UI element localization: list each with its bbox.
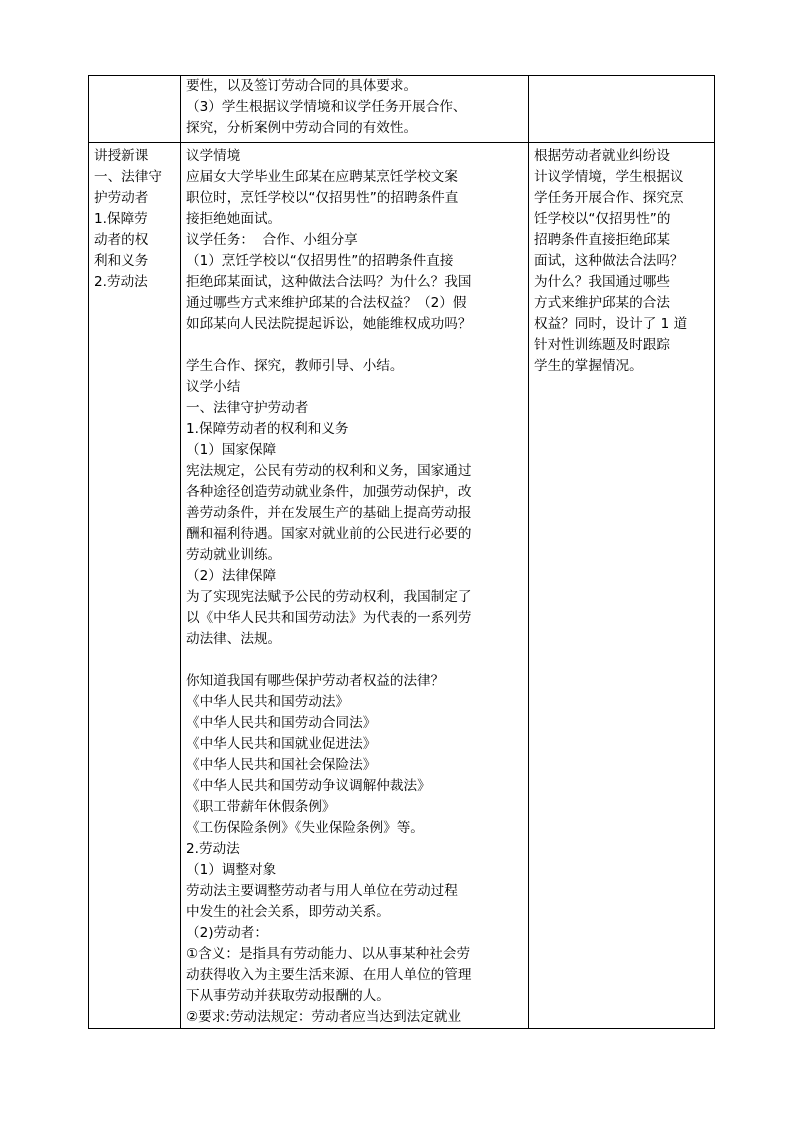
content-line: （1）调整对象 (186, 862, 277, 878)
content-line: 《中华人民共和国劳动争议调解仲裁法》 (186, 778, 431, 794)
content-line: （1）国家保障 (186, 442, 277, 458)
content-line: 以《中华人民共和国劳动法》为代表的一系列劳 (186, 610, 472, 626)
design-note-line: 面试，这种做法合法吗？ (534, 253, 684, 269)
cell-top-center (181, 76, 529, 143)
content-line: 《中华人民共和国劳动合同法》 (186, 715, 377, 731)
design-note-line: 针对性训练题及时跟踪 (534, 337, 670, 353)
section-label-line: 动者的权 (94, 232, 149, 248)
content-line: ①含义：是指具有劳动能力、以从事某种社会劳 (186, 946, 471, 962)
content-line: 动法律、法规。 (186, 631, 282, 647)
content-line: 应届女大学毕业生邱某在应聘某烹饪学校文案 (186, 169, 458, 185)
table-row-main (89, 143, 715, 1029)
content-line: 善劳动条件，并在发展生产的基础上提高劳动报 (186, 505, 472, 521)
cell-section-labels (89, 143, 181, 1029)
content-line: 职位时，烹饪学校以“仅招男性”的招聘条件直 (186, 190, 459, 206)
content-line: （2）法律保障 (186, 568, 277, 584)
content-line: ②要求:劳动法规定：劳动者应当达到法定就业 (186, 1009, 462, 1025)
content-line: 议学情境 (186, 148, 241, 164)
content-line: 你知道我国有哪些保护劳动者权益的法律？ (186, 673, 445, 689)
design-note-line: 为什么？我国通过哪些 (534, 274, 670, 290)
content-line (186, 335, 523, 356)
top-center-line: 要性，以及签订劳动合同的具体要求。 (186, 78, 418, 94)
content-line: （2)劳动者： (186, 925, 268, 941)
content-line: 中发生的社会关系，即劳动关系。 (186, 904, 390, 920)
section-label-line: 讲授新课 (94, 148, 149, 164)
design-note-line: 权益？同时，设计了 1 道 (534, 316, 688, 332)
top-center-line: 探究，分析案例中劳动合同的有效性。 (186, 120, 418, 136)
design-note-line: 根据劳动者就业纠纷设 (534, 148, 670, 164)
design-note-line: 计议学情境，学生根据议 (534, 169, 684, 185)
content-line: 《中华人民共和国就业促进法》 (186, 736, 377, 752)
section-label-line: 1.保障劳 (94, 211, 148, 227)
content-line: 《中华人民共和国劳动法》 (186, 694, 350, 710)
content-line: 各种途径创造劳动就业条件，加强劳动保护，改 (186, 484, 472, 500)
content-line: 宪法规定，公民有劳动的权利和义务，国家通过 (186, 463, 472, 479)
table-row-top (89, 76, 715, 143)
content-line: 《中华人民共和国社会保险法》 (186, 757, 377, 773)
content-line: 下从事劳动并获取劳动报酬的人。 (186, 988, 390, 1004)
content-line: 通过哪些方式来维护邱某的合法权益？（2）假 (186, 295, 467, 311)
content-line: 《职工带薪年休假条例》 (186, 799, 336, 815)
section-label-line: 护劳动者 (94, 190, 149, 206)
content-line (186, 650, 523, 671)
content-line: 接拒绝她面试。 (186, 211, 282, 227)
content-line: 劳动法主要调整劳动者与用人单位在劳动过程 (186, 883, 458, 899)
content-line: 1.保障劳动者的权利和义务 (186, 421, 349, 437)
design-note-line: 招聘条件直接拒绝邱某 (534, 232, 670, 248)
section-label-line: 2.劳动法 (94, 274, 148, 290)
design-note-line: 学任务开展合作、探究烹 (534, 190, 684, 206)
section-label-line: 利和义务 (94, 253, 149, 269)
content-line: 《工伤保险条例》《失业保险条例》等。 (186, 820, 424, 836)
cell-top-right (529, 76, 715, 143)
lesson-plan-table (88, 75, 715, 1029)
design-note-line: 学生的掌握情况。 (534, 358, 643, 374)
content-line: 劳动就业训练。 (186, 547, 282, 563)
content-line: 为了实现宪法赋予公民的劳动权利，我国制定了 (186, 589, 472, 605)
content-line: 酬和福利待遇。国家对就业前的公民进行必要的 (186, 526, 472, 542)
cell-top-left (89, 76, 181, 143)
content-line: 动获得收入为主要生活来源、在用人单位的管理 (186, 967, 472, 983)
content-line: 议学小结 (186, 379, 241, 395)
content-line: 2.劳动法 (186, 841, 240, 857)
content-line: 学生合作、探究，教师引导、小结。 (186, 358, 404, 374)
cell-teaching-content (181, 143, 529, 1029)
content-line: 拒绝邱某面试，这种做法合法吗？为什么？我国 (186, 274, 472, 290)
section-label-line: 一、法律守 (94, 169, 162, 185)
content-line: 一、法律守护劳动者 (186, 400, 309, 416)
design-note-line: 饪学校以“仅招男性”的 (534, 211, 671, 227)
content-line: 议学任务： 合作、小组分享 (186, 232, 358, 248)
content-line: 如邱某向人民法院提起诉讼，她能维权成功吗？ (186, 316, 472, 332)
content-line: （1）烹饪学校以“仅招男性”的招聘条件直接 (186, 253, 454, 269)
design-note-line: 方式来维护邱某的合法 (534, 295, 670, 311)
cell-design-notes (529, 143, 715, 1029)
top-center-line: （3）学生根据议学情境和议学任务开展合作、 (186, 99, 467, 115)
